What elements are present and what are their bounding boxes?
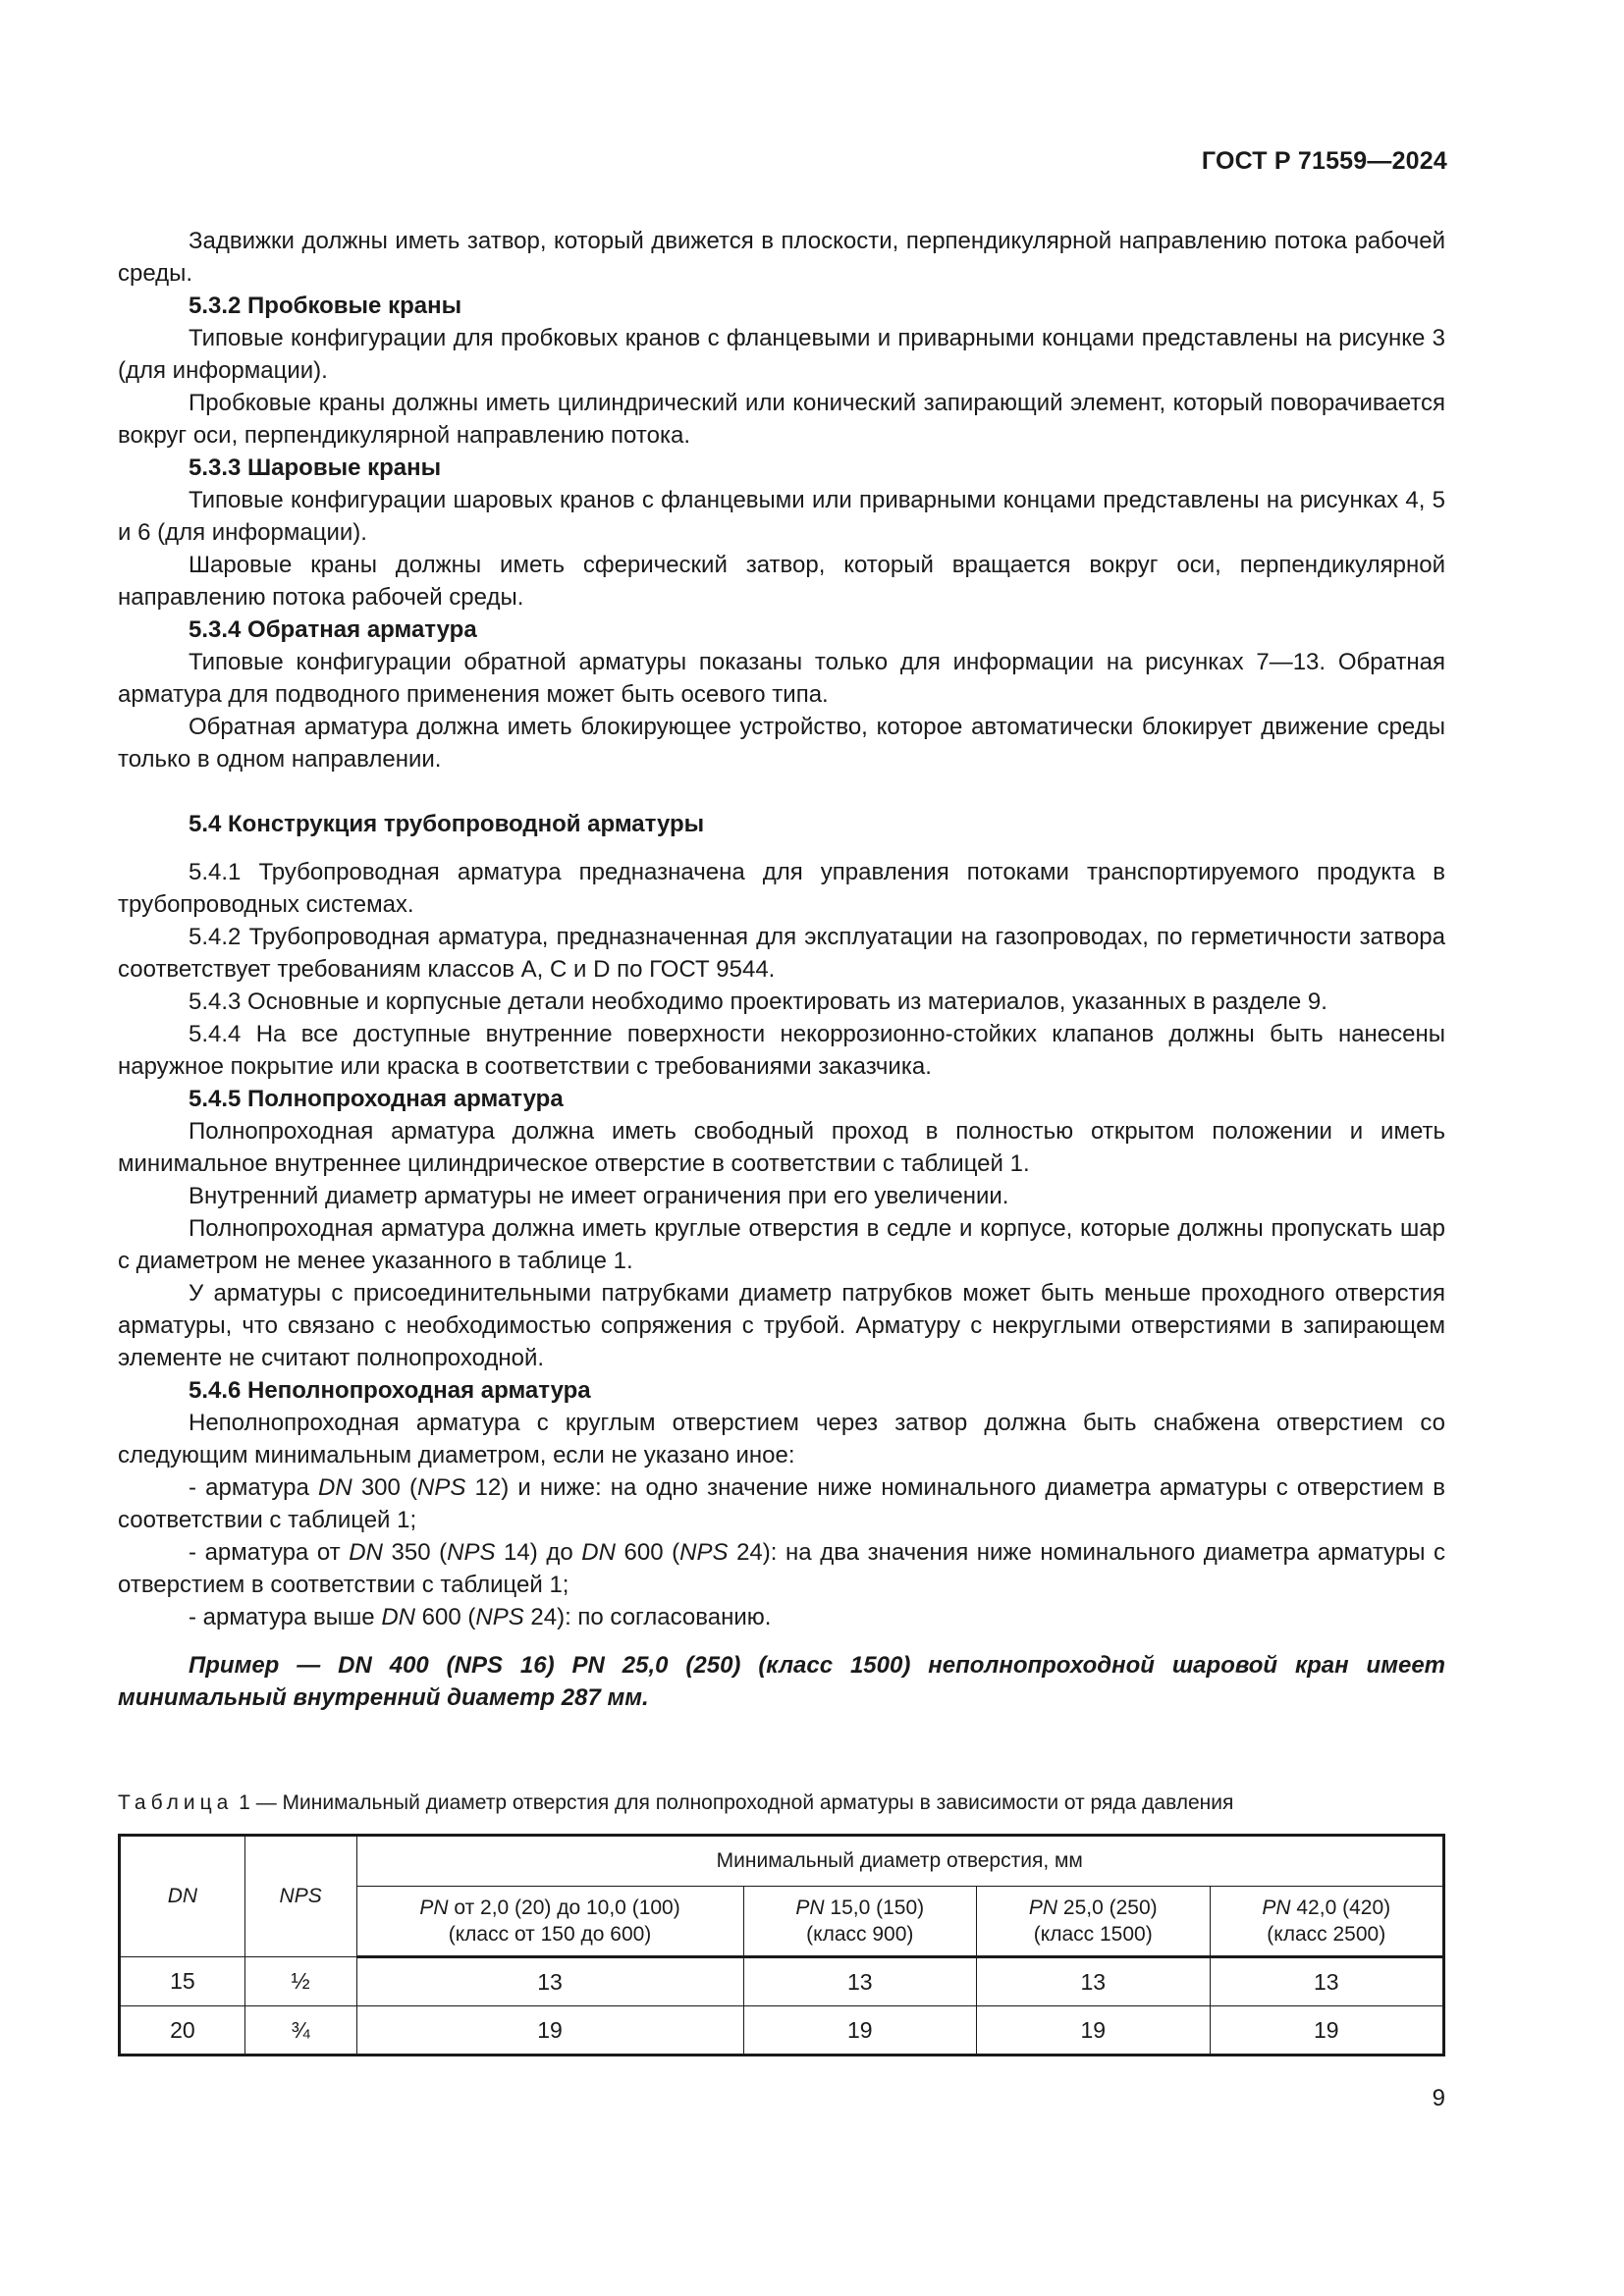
paragraph: Типовые конфигурации для пробковых кранов с фланцевыми и приварными концами представлены на рисунке 3 (для информации). xyxy=(118,325,1445,384)
table-row xyxy=(120,1957,1444,2006)
cell-nps: ¾ xyxy=(244,2006,356,2056)
subsection-heading: 5.3.3 Шаровые краны xyxy=(189,454,442,481)
table-caption-label: Таблица xyxy=(118,1791,234,1814)
subsection-heading: 5.3.4 Обратная арматура xyxy=(189,616,477,643)
cell-value: 13 xyxy=(977,1957,1210,2006)
paragraph: У арматуры с присоединительными патрубками диаметр патрубков может быть меньше проходного отверстия арматуры, что связано с необходимостью сопряжения с трубой. Арматуру с некруглыми отверстиями в запирающем элементе не считают полнопроходной. xyxy=(118,1280,1445,1371)
cell-nps: ½ xyxy=(244,1957,356,2006)
cell-value: 19 xyxy=(356,2006,743,2056)
paragraph: 5.4.4 На все доступные внутренние поверхности некоррозионно-стойких клапанов должны быть нанесены наружное покрытие или краска в соответствии с требованиями заказчика. xyxy=(118,1021,1445,1080)
cell-value: 19 xyxy=(977,2006,1210,2056)
list-item: - арматура выше DN 600 (NPS 24): по согласованию. xyxy=(189,1604,772,1630)
body-text xyxy=(118,225,1445,1714)
cell-dn: 20 xyxy=(120,2006,245,2056)
cell-value: 13 xyxy=(1210,1957,1444,2006)
header-nps: NPS xyxy=(244,1836,356,1957)
paragraph: Полнопроходная арматура должна иметь круглые отверстия в седле и корпусе, которые должны пропускать шар с диаметром не менее указанного в таблице 1. xyxy=(118,1215,1445,1274)
paragraph: Типовые конфигурации обратной арматуры показаны только для информации на рисунках 7—13. Обратная арматура для подводного применения может быть осевого типа. xyxy=(118,649,1445,708)
subsection-heading: 5.4.5 Полнопроходная арматура xyxy=(189,1086,564,1112)
header-pressure-class: PN от 2,0 (20) до 10,0 (100) (класс от 150 до 600) xyxy=(356,1887,743,1957)
header-pressure-class: PN 25,0 (250) (класс 1500) xyxy=(977,1887,1210,1957)
header-pressure-class: PN 42,0 (420) (класс 2500) xyxy=(1210,1887,1444,1957)
table-caption xyxy=(118,1789,1447,1818)
paragraph: Неполнопроходная арматура с круглым отверстием через затвор должна быть снабжена отверстием со следующим минимальным диаметром, если не указано иное: xyxy=(118,1410,1445,1468)
table-row xyxy=(120,2006,1444,2056)
list-item: - арматура DN 300 (NPS 12) и ниже: на одно значение ниже номинального диаметра арматуры с отверстием в соответствии с таблицей 1; xyxy=(118,1474,1446,1533)
paragraph: Шаровые краны должны иметь сферический затвор, который вращается вокруг оси, перпендикулярной направлению потока рабочей среды. xyxy=(118,552,1445,611)
paragraph: Пробковые краны должны иметь цилиндрический или конический запирающий элемент, который поворачивается вокруг оси, перпендикулярной направлению потока. xyxy=(118,390,1445,449)
subsection-heading: 5.3.2 Пробковые краны xyxy=(189,293,462,319)
cell-value: 19 xyxy=(1210,2006,1444,2056)
paragraph: Задвижки должны иметь затвор, который движется в плоскости, перпендикулярной направлению потока рабочей среды. xyxy=(118,228,1445,287)
document-header: ГОСТ Р 71559—2024 xyxy=(1201,147,1447,175)
section-heading: 5.4 Конструкция трубопроводной арматуры xyxy=(189,811,705,837)
paragraph: Полнопроходная арматура должна иметь свободный проход в полностью открытом положении и иметь минимальное внутреннее цилиндрическое отверстие в соответствии с таблицей 1. xyxy=(118,1118,1445,1177)
diameter-table xyxy=(118,1834,1445,2056)
subsection-heading: 5.4.6 Неполнопроходная арматура xyxy=(189,1377,591,1404)
list-item: - арматура от DN 350 (NPS 14) до DN 600 (NPS 24): на два значения ниже номинального диаметра арматуры с отверстием в соответствии с таблицей 1; xyxy=(118,1539,1446,1598)
header-pressure-class: PN 15,0 (150) (класс 900) xyxy=(743,1887,976,1957)
paragraph: Обратная арматура должна иметь блокирующее устройство, которое автоматически блокирует движение среды только в одном направлении. xyxy=(118,714,1445,773)
paragraph: Типовые конфигурации шаровых кранов с фланцевыми или приварными концами представлены на рисунках 4, 5 и 6 (для информации). xyxy=(118,487,1445,546)
cell-value: 13 xyxy=(356,1957,743,2006)
header-min-diameter: Минимальный диаметр отверстия, мм xyxy=(356,1836,1443,1887)
cell-value: 13 xyxy=(743,1957,976,2006)
cell-dn: 15 xyxy=(120,1957,245,2006)
example-note: Пример — DN 400 (NPS 16) PN 25,0 (250) (класс 1500) неполнопроходной шаровой кран имеет минимальный внутренний диаметр 287 мм. xyxy=(118,1652,1445,1711)
paragraph: 5.4.3 Основные и корпусные детали необходимо проектировать из материалов, указанных в разделе 9. xyxy=(189,988,1327,1015)
table-caption-text: 1 — Минимальный диаметр отверстия для полнопроходной арматуры в зависимости от ряда давления xyxy=(233,1791,1234,1814)
paragraph: 5.4.2 Трубопроводная арматура, предназначенная для эксплуатации на газопроводах, по герметичности затвора соответствует требованиям классов А, С и D по ГОСТ 9544. xyxy=(118,924,1445,983)
paragraph: 5.4.1 Трубопроводная арматура предназначена для управления потоками транспортируемого продукта в трубопроводных системах. xyxy=(118,859,1445,918)
cell-value: 19 xyxy=(743,2006,976,2056)
page-number: 9 xyxy=(1432,2085,1445,2111)
header-dn: DN xyxy=(120,1836,245,1957)
paragraph: Внутренний диаметр арматуры не имеет ограничения при его увеличении. xyxy=(189,1183,1009,1209)
